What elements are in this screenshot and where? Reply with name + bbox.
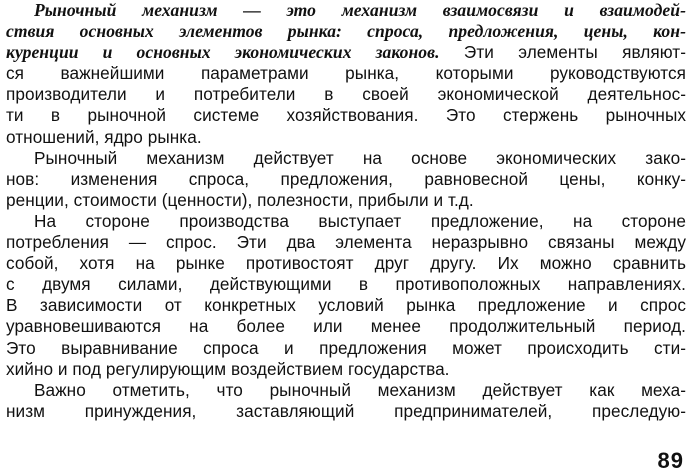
text-line [6, 253, 686, 274]
line-text: потребления — спрос. Эти два элемента неразрывно связаны между [6, 232, 686, 253]
text-line [6, 380, 686, 401]
page-number: 89 [657, 448, 684, 473]
line-text: На стороне производства выступает предложение, на стороне [34, 210, 686, 231]
line-text: хийно и под регулирующим воздействием государства. [6, 358, 450, 379]
text-line [6, 148, 686, 169]
body-text [6, 0, 686, 422]
line-text: В зависимости от конкретных условий рынка предложение и спрос [6, 295, 686, 316]
line-text: ся важнейшими параметрами рынка, которыми руководствуются [6, 63, 686, 84]
paragraph [6, 380, 686, 422]
paragraph [6, 211, 686, 380]
text-line [6, 21, 686, 42]
line-text: с двумя силами, действующими в противоположных направлениях. [6, 274, 686, 295]
line-text: нов: изменения спроса, предложения, равновесной цены, конку- [6, 168, 686, 189]
line-text: отношений, ядро рынка. [6, 126, 202, 147]
line-text: собой, хотя на рынке противостоят друг другу. Их можно сравнить [6, 253, 686, 274]
text-line [6, 274, 686, 295]
line-text: Эти элементы являют- [439, 42, 686, 63]
text-line [6, 105, 686, 126]
text-line [6, 401, 686, 422]
paragraph [6, 148, 686, 211]
text-line [6, 316, 686, 337]
line-text: производители и потребители в своей экономической деятельнос- [6, 84, 686, 105]
paragraph [6, 0, 686, 148]
line-text: Это выравнивание спроса и предложения может происходить сти- [6, 337, 686, 358]
definition-emphasis: Рыночный механизм — это механизм взаимосвязи и взаимодей- [34, 0, 686, 20]
line-text: Рыночный механизм действует на основе экономических зако- [34, 147, 686, 168]
text-line [6, 211, 686, 232]
text-line [6, 295, 686, 316]
line-text: уравновешиваются на более или менее продолжительный период. [6, 316, 686, 337]
text-line [6, 169, 686, 190]
text-line [6, 63, 686, 84]
text-line [6, 338, 686, 359]
text-line [6, 232, 686, 253]
text-line [6, 42, 686, 63]
line-text: низм принуждения, заставляющий предпринимателей, преследую- [6, 400, 686, 421]
definition-emphasis: ствия основных элементов рынка: спроса, предложения, цены, кон- [6, 21, 686, 42]
text-line [6, 190, 686, 211]
text-line [6, 0, 686, 21]
definition-emphasis: куренции и основных экономических законов. [6, 42, 440, 63]
line-text: Важно отметить, что рыночный механизм действует как меха- [34, 379, 686, 400]
text-line [6, 359, 686, 380]
text-line [6, 127, 686, 148]
line-text: ти в рыночной системе хозяйствования. Это стержень рыночных [6, 105, 686, 126]
text-line [6, 84, 686, 105]
line-text: ренции, стоимости (ценности), полезности, прибыли и т.д. [6, 189, 474, 210]
